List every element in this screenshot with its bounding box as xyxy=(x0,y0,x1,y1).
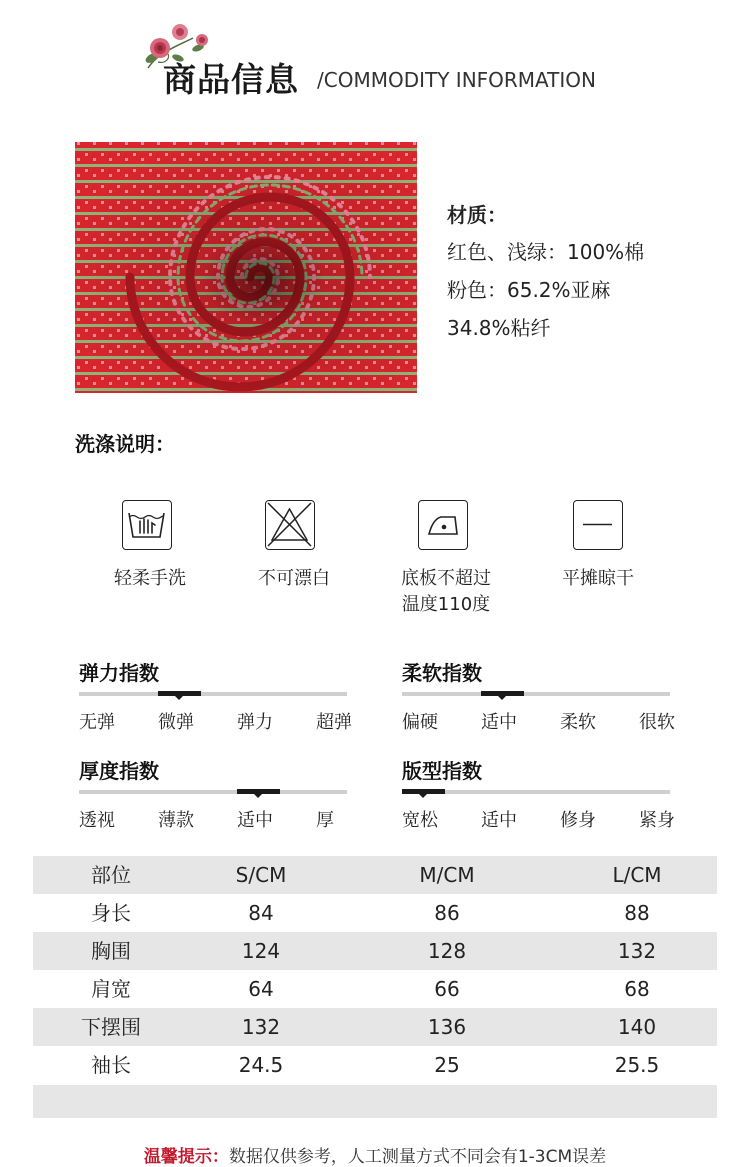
table-cell: 下摆围 xyxy=(81,1015,141,1039)
index-option: 薄款 xyxy=(158,810,194,831)
care-label: 不可漂白 xyxy=(258,568,330,589)
index-option: 微弹 xyxy=(158,712,194,733)
measurement-note xyxy=(0,1142,750,1167)
index-marker-pointer xyxy=(418,793,428,798)
iron-low-icon xyxy=(418,500,468,550)
index-title: 版型指数 xyxy=(402,759,482,783)
index-marker-pointer xyxy=(174,695,184,700)
index-option: 紧身 xyxy=(639,810,675,831)
table-row xyxy=(33,970,717,1008)
index-option: 偏硬 xyxy=(402,712,438,733)
note-label: 温馨提示： xyxy=(143,1147,229,1167)
material-line: 34.8%粘纤 xyxy=(447,316,551,340)
material-line: 粉色：65.2%亚麻 xyxy=(447,278,611,302)
index-marker-pointer xyxy=(253,793,263,798)
note-text: 数据仅供参考，人工测量方式不同会有1-3CM误差 xyxy=(228,1147,607,1167)
index-option: 宽松 xyxy=(402,810,438,831)
index-option: 很软 xyxy=(639,712,675,733)
index-option: 适中 xyxy=(481,810,517,831)
table-header-cell: L/CM xyxy=(612,863,662,887)
table-cell: 66 xyxy=(434,977,460,1001)
care-label: 轻柔手洗 xyxy=(114,568,186,589)
table-row xyxy=(33,1046,717,1084)
material-label: 材质： xyxy=(447,203,507,227)
index-title: 柔软指数 xyxy=(402,661,482,685)
table-cell: 24.5 xyxy=(238,1053,284,1077)
wash-title: 洗涤说明： xyxy=(75,432,175,456)
index-track xyxy=(402,790,670,794)
index-option: 适中 xyxy=(237,810,273,831)
hand-wash-icon xyxy=(122,500,172,550)
table-header-cell: M/CM xyxy=(419,863,475,887)
table-cell: 胸围 xyxy=(91,939,131,963)
table-cell: 128 xyxy=(427,939,467,963)
index-option: 修身 xyxy=(560,810,596,831)
page-title: 商品信息 xyxy=(163,60,299,99)
care-label: 底板不超过 温度110度 xyxy=(401,568,491,615)
care-label: 平摊晾干 xyxy=(562,568,634,589)
table-row xyxy=(33,932,717,970)
table-cell: 132 xyxy=(241,1015,281,1039)
index-title: 厚度指数 xyxy=(79,759,159,783)
header xyxy=(0,0,750,110)
material-line: 红色、浅绿：100%棉 xyxy=(447,240,645,264)
index-marker-pointer xyxy=(497,695,507,700)
index-option: 超弹 xyxy=(316,712,352,733)
index-option: 厚 xyxy=(316,810,334,831)
table-cell: 肩宽 xyxy=(91,977,131,1001)
table-cell: 124 xyxy=(241,939,281,963)
table-row xyxy=(33,1008,717,1046)
table-header-cell: 部位 xyxy=(91,863,131,887)
table-header-cell: S/CM xyxy=(235,863,287,887)
no-bleach-icon xyxy=(265,500,315,550)
index-option: 透视 xyxy=(79,810,115,831)
table-cell: 25.5 xyxy=(614,1053,660,1077)
table-cell: 68 xyxy=(624,977,650,1001)
index-option: 弹力 xyxy=(237,712,273,733)
fabric-photo xyxy=(75,142,417,393)
dry-flat-icon xyxy=(573,500,623,550)
table-row xyxy=(33,894,717,932)
table-cell: 25 xyxy=(434,1053,460,1077)
table-footer-band xyxy=(33,1085,717,1118)
index-option: 无弹 xyxy=(79,712,115,733)
table-cell: 88 xyxy=(624,901,650,925)
table-cell: 身长 xyxy=(91,901,131,925)
table-cell: 140 xyxy=(617,1015,657,1039)
table-cell: 136 xyxy=(427,1015,467,1039)
index-track xyxy=(79,692,347,696)
table-cell: 84 xyxy=(248,901,274,925)
index-option: 柔软 xyxy=(560,712,596,733)
page-title-english: /COMMODITY INFORMATION xyxy=(317,68,596,92)
table-cell: 132 xyxy=(617,939,657,963)
table-cell: 86 xyxy=(434,901,460,925)
table-header-row xyxy=(33,856,717,894)
index-track xyxy=(402,692,670,696)
table-cell: 64 xyxy=(248,977,274,1001)
index-track xyxy=(79,790,347,794)
index-title: 弹力指数 xyxy=(79,661,159,685)
table-cell: 袖长 xyxy=(91,1053,131,1077)
index-option: 适中 xyxy=(481,712,517,733)
